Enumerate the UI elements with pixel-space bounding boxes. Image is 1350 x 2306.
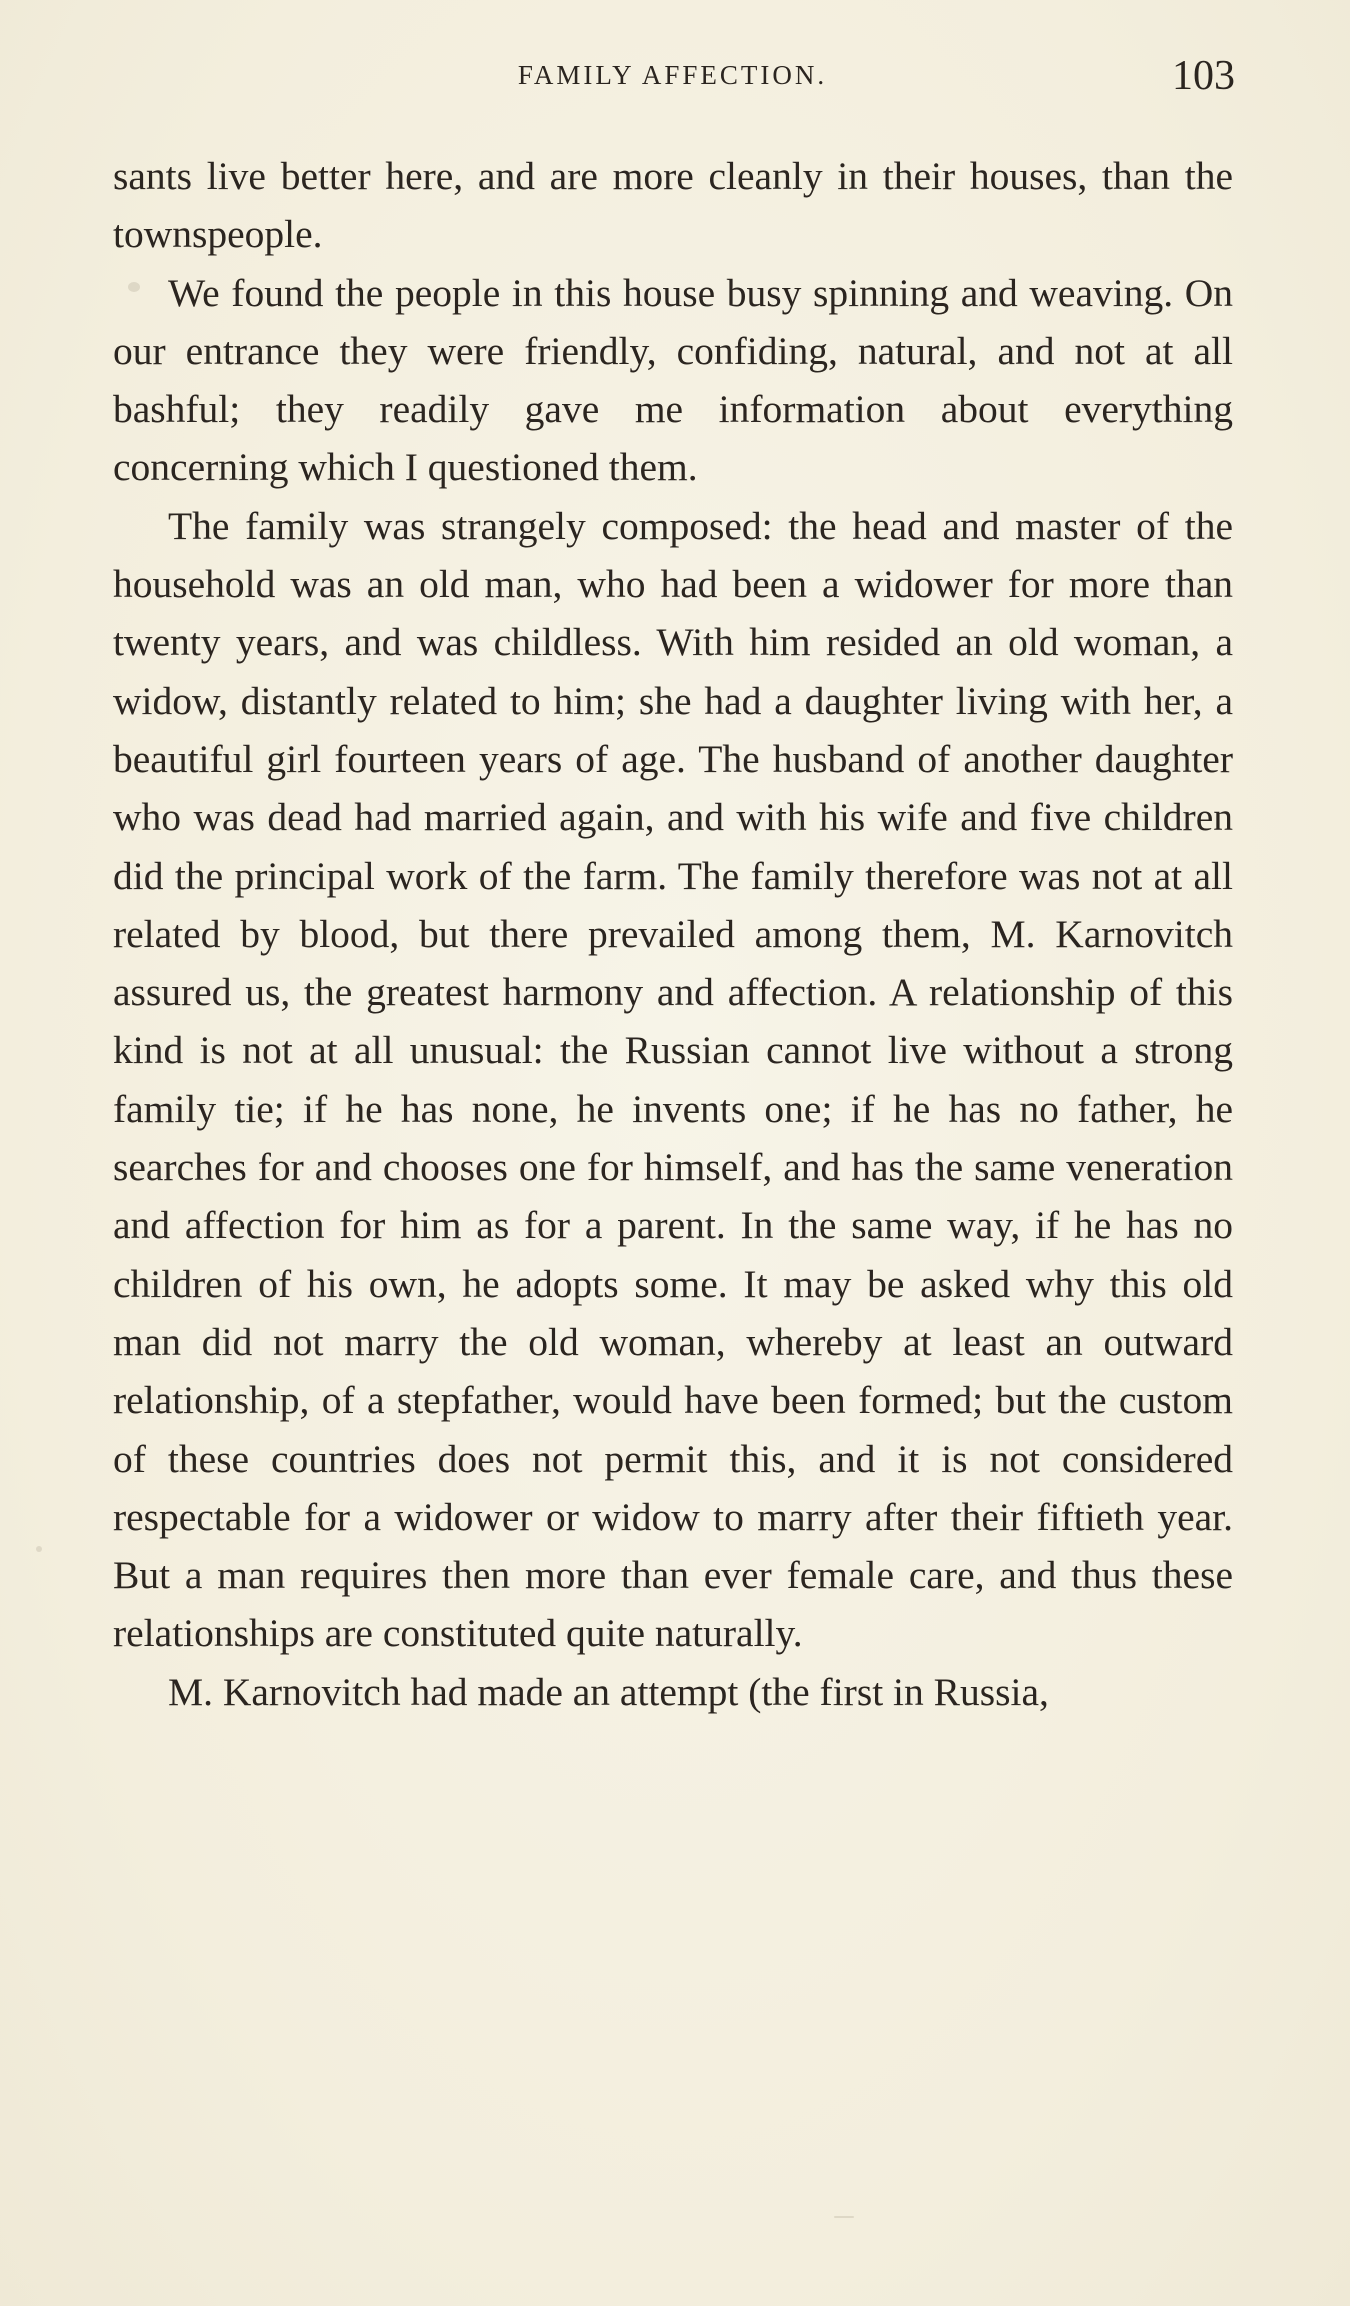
running-title: FAMILY AFFECTION.: [517, 60, 828, 90]
paragraph: We found the people in this house busy spinning and weaving. On our entrance they were friendly, confiding, natural, and not at all bashful; they readily gave me information about everything concerning which I questioned them.: [113, 270, 1233, 490]
paragraph: The family was strangely composed: the head and master of the household was an old man, who had been a widower for more than twenty years, and was childless. With him resided an old woman, a widow, distantly related to him; she had a daughter living with her, a beautiful girl fourteen years of age. The husband of another daughter who was dead had married again, and with his wife and five children did the principal work of the farm. The family therefore was not at all related by blood, but there prevailed among them, M. Karnovitch assured us, the greatest harmony and affection. A relationship of this kind is not at all unusual: the Russian cannot live without a strong family tie; if he has none, he invents one; if he has no father, he searches for and chooses one for himself, and has the same veneration and affection for him as for a parent. In the same way, if he has no children of his own, he adopts some. It may be asked why this old man did not marry the old woman, whereby at least an outward relationship, of a stepfather, would have been formed; but the custom of these countries does not permit this, and it is not considered respectable for a widower or widow to marry after their fiftieth year. But a man requires then more than ever female care, and thus these relationships are constituted quite naturally.: [113, 503, 1233, 1656]
running-head: [110, 52, 1235, 102]
paper-speck: [834, 2216, 854, 2218]
page-number: 103: [1172, 53, 1235, 99]
body-text: [113, 147, 1233, 1721]
paragraph-last: M. Karnovitch had made an attempt (the first in Russia,: [168, 1669, 1049, 1714]
paper-speck: [36, 1546, 42, 1552]
paragraph-continuation: sants live better here, and are more cleanly in their houses, than the townspeople.: [113, 154, 1233, 257]
paper-speck: [128, 282, 140, 292]
